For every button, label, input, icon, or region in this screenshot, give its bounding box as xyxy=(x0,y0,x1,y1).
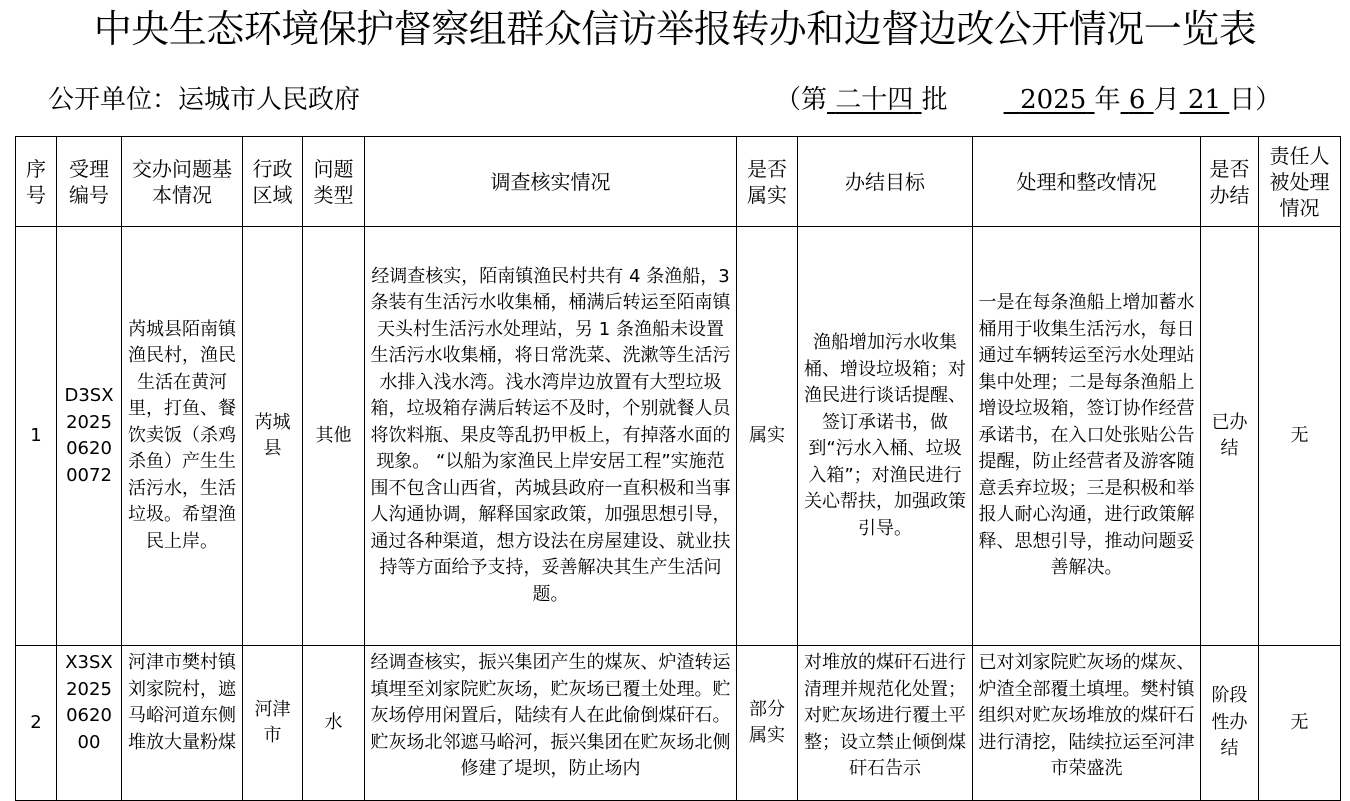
batch-suffix: 批 xyxy=(921,85,948,115)
month-suffix: 月 xyxy=(1153,85,1180,115)
year-suffix: 年 xyxy=(1094,85,1121,115)
header-problem: 交办问题基本情况 xyxy=(122,137,243,227)
header-seq: 序号 xyxy=(16,137,57,227)
header-type: 问题类型 xyxy=(303,137,365,227)
header-verified: 是否属实 xyxy=(737,137,798,227)
batch-year: 2025 xyxy=(1020,85,1087,115)
cell-verified: 属实 xyxy=(737,227,798,646)
day-suffix: 日） xyxy=(1229,85,1282,115)
cell-investigation: 经调查核实，振兴集团产生的煤灰、炉渣转运填埋至刘家院贮灰场，贮灰场已覆土处理。贮灰场停用闲置后，陆续有人在此偷倒煤矸石。贮灰场北邻遮马峪河，振兴集团在贮灰场北侧修建了堤坝，防止场内 xyxy=(365,646,737,801)
page-title: 中央生态环境保护督察组群众信访举报转办和边督边改公开情况一览表 xyxy=(93,7,1257,51)
cell-closed: 已办结 xyxy=(1201,227,1259,646)
cell-type: 水 xyxy=(303,646,365,801)
cell-type: 其他 xyxy=(303,227,365,646)
batch-number: 二十四 xyxy=(835,85,914,115)
table-row xyxy=(16,646,1341,801)
cell-problem: 河津市樊村镇刘家院村，遮马峪河道东侧堆放大量粉煤 xyxy=(122,646,243,801)
header-handling: 处理和整改情况 xyxy=(973,137,1201,227)
header-region: 行政区域 xyxy=(243,137,303,227)
batch-month: 6 xyxy=(1128,85,1146,115)
header-code: 受理编号 xyxy=(57,137,122,227)
header-goal: 办结目标 xyxy=(798,137,973,227)
cell-investigation: 经调查核实，陌南镇渔民村共有 4 条渔船，3 条装有生活污水收集桶，桶满后转运至陌南镇天头村生活污水处理站，另 1 条渔船未设置生活污水收集桶，将日常洗菜、洗漱等生活污水排入浅水湾。浅水湾岸边放置有大型垃圾箱，垃圾箱存满后转运不及时，个别就餐人员将饮料瓶、果皮等乱扔甲板上，有掉落水面的现象。 “以船为家渔民上岸安居工程”实施范围不包含山西省，芮城县政府一直积极和当事人沟通协调，解释国家政策，加强思想引导，通过各种渠道，想方设法在房屋建设、就业扶持等方面给予支持，妥善解决其生产生活问题。 xyxy=(365,227,737,646)
cell-problem: 芮城县陌南镇渔民村，渔民生活在黄河里，打鱼、餐饮卖饭（杀鸡杀鱼）产生生活污水，生活垃圾。希望渔民上岸。 xyxy=(122,227,243,646)
header-closed: 是否办结 xyxy=(1201,137,1259,227)
header-accountability: 责任人被处理情况 xyxy=(1259,137,1341,227)
cell-code: X3SX20250620 00 xyxy=(57,646,122,801)
header-investigation: 调查核实情况 xyxy=(365,137,737,227)
cell-handling: 已对刘家院贮灰场的煤灰、炉渣全部覆土填埋。樊村镇组织对贮灰场堆放的煤矸石进行清挖，陆续拉运至河津市荣盛洗 xyxy=(973,646,1201,801)
table-header-row xyxy=(16,137,1341,227)
cell-closed: 阶段性办结 xyxy=(1201,646,1259,801)
cell-verified: 部分属实 xyxy=(737,646,798,801)
cell-seq: 1 xyxy=(16,227,57,646)
report-table xyxy=(15,136,1341,801)
cell-accountability: 无 xyxy=(1259,227,1341,646)
batch-day: 21 xyxy=(1187,85,1222,115)
cell-accountability: 无 xyxy=(1259,646,1341,801)
cell-region: 河津市 xyxy=(243,646,303,801)
cell-goal: 渔船增加污水收集桶、增设垃圾箱；对渔民进行谈话提醒、签订承诺书，做到“污水入桶、垃圾入箱”；对渔民进行关心帮扶，加强政策引导。 xyxy=(798,227,973,646)
batch-info xyxy=(775,82,1281,118)
cell-handling: 一是在每条渔船上增加蓄水桶用于收集生活污水，每日通过车辆转运至污水处理站集中处理；二是每条渔船上增设垃圾箱，签订协作经营承诺书，在入口处张贴公告提醒，防止经营者及游客随意丢弃垃圾；三是积极和举报人耐心沟通，进行政策解释、思想引导，推动问题妥善解决。 xyxy=(973,227,1201,646)
cell-region: 芮城县 xyxy=(243,227,303,646)
table-row xyxy=(16,227,1341,646)
cell-goal: 对堆放的煤矸石进行清理并规范化处置；对贮灰场进行覆土平整；设立禁止倾倒煤矸石告示 xyxy=(798,646,973,801)
cell-code: D3SX20250620 0072 xyxy=(57,227,122,646)
cell-seq: 2 xyxy=(16,646,57,801)
publishing-unit: 公开单位：运城市人民政府 xyxy=(48,85,361,115)
batch-open: （第 xyxy=(775,85,828,115)
